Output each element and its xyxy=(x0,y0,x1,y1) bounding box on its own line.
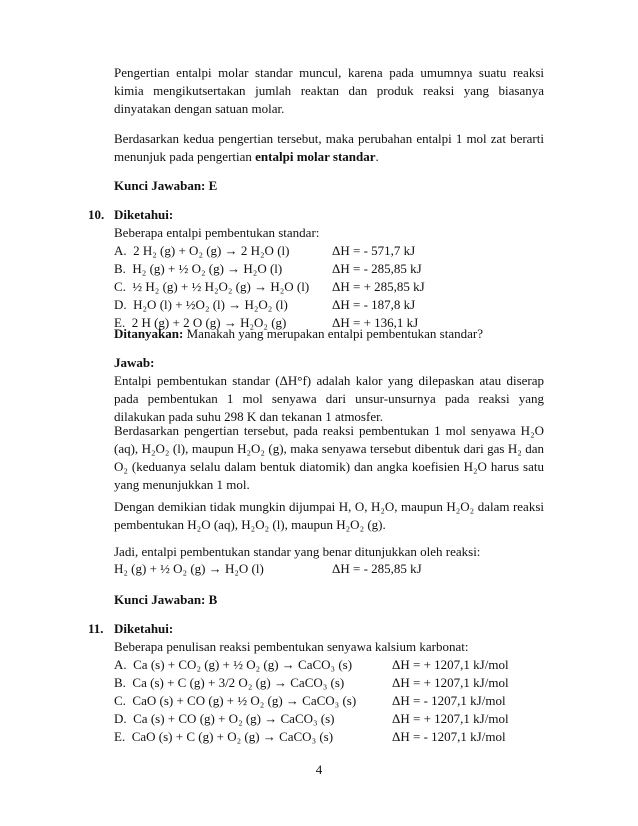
q10-paragraph-2: Berdasarkan pengertian tersebut, pada reaksi pembentukan 1 mol senyawa H₂O (aq), H₂O₂ (l), maupun H₂O₂ (g), maka senyawa tersebut dibentuk dari gas H₂ dan O₂ (keduanya selalu dalam bentuk diatomik) dan angka koefisien H₂O harus satu yang menunjukkan 1 mol. xyxy=(114,423,544,492)
page-number: 4 xyxy=(315,762,323,777)
q11-option-e xyxy=(114,728,544,746)
option-reaction: Ca (s) + C (g) + 3/2 O₂ (g) → CaCO₃ (s) xyxy=(132,675,345,690)
q11-heading-text: Diketahui: xyxy=(114,621,174,636)
q10-option-a xyxy=(114,242,544,260)
option-enthalpy: ΔH = + 1207,1 kJ/mol xyxy=(392,711,509,726)
option-enthalpy: ΔH = + 1207,1 kJ/mol xyxy=(392,675,509,690)
option-label: C. xyxy=(114,693,126,708)
option-enthalpy: ΔH = + 1207,1 kJ/mol xyxy=(392,657,509,672)
option-label: D. xyxy=(114,711,127,726)
option-enthalpy: ΔH = - 187,8 kJ xyxy=(332,297,416,312)
option-enthalpy: ΔH = + 136,1 kJ xyxy=(332,315,419,330)
q10-number: 10. xyxy=(88,207,105,222)
q10-heading xyxy=(114,206,544,224)
option-enthalpy: ΔH = - 1207,1 kJ/mol xyxy=(392,729,506,744)
intro-paragraph-2 xyxy=(114,130,544,166)
option-enthalpy: ΔH = - 571,7 kJ xyxy=(332,243,416,258)
intro-paragraph-2-text: Berdasarkan kedua pengertian tersebut, maka perubahan entalpi 1 mol zat berarti menunjuk pada pengertian xyxy=(114,131,544,164)
option-reaction: Ca (s) + CO (g) + O₂ (g) → CaCO₃ (s) xyxy=(133,711,335,726)
option-label: E. xyxy=(114,729,126,744)
option-enthalpy: ΔH = + 285,85 kJ xyxy=(332,279,425,294)
q11-option-a xyxy=(114,656,544,674)
q10-answer-key xyxy=(114,591,544,609)
q10-asked-label: Ditanyakan: xyxy=(114,326,184,341)
option-enthalpy: ΔH = - 1207,1 kJ/mol xyxy=(392,693,506,708)
option-reaction: H₂ (g) + ½ O₂ (g) → H₂O (l) xyxy=(132,261,283,276)
intro-paragraph-2-end: . xyxy=(375,149,379,164)
q10-options xyxy=(114,242,544,332)
final-enthalpy: ΔH = - 285,85 kJ xyxy=(332,561,422,576)
q10-asked-text: Manakah yang merupakan entalpi pembentukan standar? xyxy=(183,326,483,341)
option-enthalpy: ΔH = - 285,85 kJ xyxy=(332,261,422,276)
q10-final-reaction xyxy=(114,560,544,578)
q11-options xyxy=(114,656,544,746)
q11-option-d xyxy=(114,710,544,728)
q11-option-c xyxy=(114,692,544,710)
q10-jawab xyxy=(114,354,544,372)
option-reaction: Ca (s) + CO₂ (g) + ½ O₂ (g) → CaCO₃ (s) xyxy=(133,657,353,672)
q10-paragraph-3: Dengan demikian tidak mungkin dijumpai H, O, H₂O, maupun H₂O₂ dalam reaksi pembentukan H₂O (aq), H₂O₂ (l), maupun H₂O₂ (g). xyxy=(114,499,544,532)
option-reaction: CaO (s) + C (g) + O₂ (g) → CaCO₃ (s) xyxy=(131,729,334,744)
option-reaction: CaO (s) + CO (g) + ½ O₂ (g) → CaCO₃ (s) xyxy=(132,693,357,708)
q11-heading xyxy=(114,620,544,638)
q10-option-d xyxy=(114,296,544,314)
final-reaction-row xyxy=(114,560,544,578)
final-reaction: H₂ (g) + ½ O₂ (g) → H₂O (l) xyxy=(114,561,264,576)
q10-intro: Beberapa entalpi pembentukan standar: xyxy=(114,225,320,240)
option-reaction: ½ H₂ (g) + ½ H₂O₂ (g) → H₂O (l) xyxy=(132,279,310,294)
intro-answer-key xyxy=(114,177,544,195)
q11-option-b xyxy=(114,674,544,692)
q11-number: 11. xyxy=(88,621,104,636)
intro-bold-term: entalpi molar standar xyxy=(255,149,376,164)
option-label: A. xyxy=(114,243,127,258)
option-label: B. xyxy=(114,261,126,276)
intro-answer-text: Kunci Jawaban: E xyxy=(114,178,218,193)
intro-paragraph-1: Pengertian entalpi molar standar muncul, karena pada umumnya suatu reaksi kimia mengikutsertakan jumlah reaktan dan produk reaksi yang biasanya dinyatakan dengan satuan molar. xyxy=(114,65,544,116)
q10-option-c xyxy=(114,278,544,296)
option-reaction: 2 H₂ (g) + O₂ (g) → 2 H₂O (l) xyxy=(133,243,290,258)
q10-asked xyxy=(114,325,544,343)
option-label: B. xyxy=(114,675,126,690)
option-label: E. xyxy=(114,315,126,330)
q10-answer-text: Kunci Jawaban: B xyxy=(114,592,218,607)
option-reaction: 2 H (g) + 2 O (g) → H₂O₂ (g) xyxy=(131,315,287,330)
q10-jawab-label: Jawab: xyxy=(114,355,155,370)
q11-intro: Beberapa penulisan reaksi pembentukan senyawa kalsium karbonat: xyxy=(114,639,469,654)
q10-paragraph-1: Entalpi pembentukan standar (ΔH°f) adalah kalor yang dilepaskan atau diserap pada pembentukan 1 mol senyawa dari unsur-unsurnya pada reaksi yang dilakukan pada suhu 298 K dan tekanan 1 atmosfer. xyxy=(114,373,544,424)
q10-heading-text: Diketahui: xyxy=(114,207,174,222)
option-label: A. xyxy=(114,657,127,672)
q10-option-b xyxy=(114,260,544,278)
q10-paragraph-4: Jadi, entalpi pembentukan standar yang benar ditunjukkan oleh reaksi: xyxy=(114,544,481,559)
option-reaction: H₂O (l) + ½O₂ (l) → H₂O₂ (l) xyxy=(133,297,288,312)
option-label: D. xyxy=(114,297,127,312)
option-label: C. xyxy=(114,279,126,294)
